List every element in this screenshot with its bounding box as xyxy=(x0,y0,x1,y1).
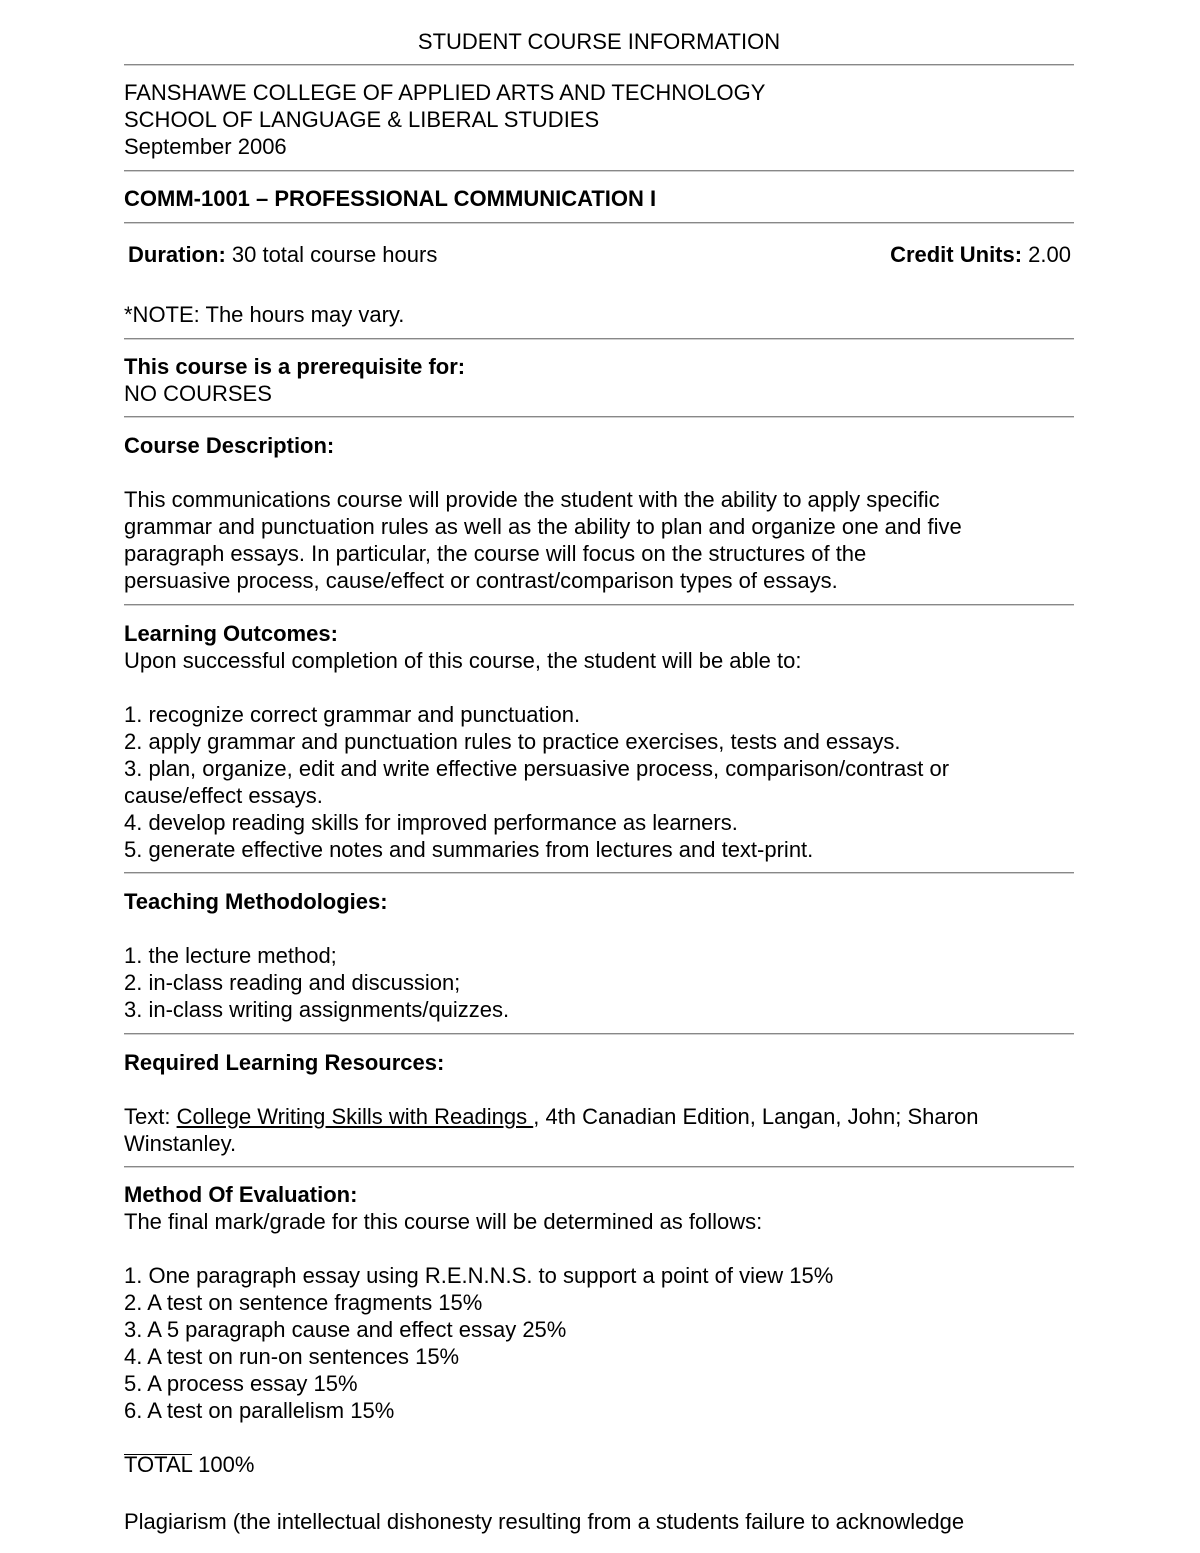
duration xyxy=(124,241,437,268)
school-name: SCHOOL OF LANGUAGE & LIBERAL STUDIES xyxy=(124,107,600,132)
list-item: 1. recognize correct grammar and punctuation. xyxy=(124,702,581,727)
prerequisite-section xyxy=(124,353,1074,407)
divider xyxy=(124,1033,1074,1035)
college-name: FANSHAWE COLLEGE OF APPLIED ARTS AND TECHNOLOGY xyxy=(124,80,766,105)
course-hours-row xyxy=(124,241,1074,268)
list-item: 5. A process essay 15% xyxy=(124,1371,358,1396)
learning-resources-section xyxy=(124,1049,1074,1157)
list-item: 3. in-class writing assignments/quizzes. xyxy=(124,997,510,1022)
prerequisite-value: NO COURSES xyxy=(124,381,272,406)
list-item: 4. A test on run-on sentences 15% xyxy=(124,1344,460,1369)
plagiarism-line: Plagiarism (the intellectual dishonesty resulting from a students failure to acknowledge xyxy=(124,1509,965,1534)
list-item: 2. apply grammar and punctuation rules to practice exercises, tests and essays. xyxy=(124,729,901,754)
page-title: STUDENT COURSE INFORMATION xyxy=(417,29,781,54)
hours-note: *NOTE: The hours may vary. xyxy=(124,302,405,327)
divider xyxy=(124,64,1074,66)
list-item: 4. develop reading skills for improved performance as learners. xyxy=(124,810,738,835)
textbook-line xyxy=(124,1103,1074,1130)
learning-resources-heading: Required Learning Resources: xyxy=(124,1050,445,1075)
learning-outcomes-section xyxy=(124,620,1074,863)
textbook-details-cont: Winstanley. xyxy=(124,1131,237,1156)
credit-units-label: Credit Units: xyxy=(890,242,1023,267)
divider xyxy=(124,222,1074,224)
teaching-methodologies-heading: Teaching Methodologies: xyxy=(124,889,388,914)
list-item: 1. the lecture method; xyxy=(124,943,337,968)
list-item: 5. generate effective notes and summaries from lectures and text-print. xyxy=(124,837,814,862)
list-item: 6. A test on parallelism 15% xyxy=(124,1398,395,1423)
description-line: This communications course will provide the student with the ability to apply specific xyxy=(124,487,940,512)
textbook-title: College Writing Skills with Readings xyxy=(176,1104,534,1129)
document-date: September 2006 xyxy=(124,134,287,159)
course-description-heading: Course Description: xyxy=(124,433,335,458)
evaluation-section xyxy=(124,1181,1074,1478)
description-line: paragraph essays. In particular, the course will focus on the structures of the xyxy=(124,541,867,566)
divider xyxy=(124,170,1074,172)
credit-units-value: 2.00 xyxy=(1022,242,1071,267)
teaching-methodologies-section xyxy=(124,888,1074,1023)
divider xyxy=(124,604,1074,606)
duration-value: 30 total course hours xyxy=(225,242,438,267)
list-item: 3. plan, organize, edit and write effective persuasive process, comparison/contrast or xyxy=(124,756,950,781)
list-item: 2. in-class reading and discussion; xyxy=(124,970,461,995)
list-item: 1. One paragraph essay using R.E.N.N.S. to support a point of view 15% xyxy=(124,1263,834,1288)
textbook-details: , 4th Canadian Edition, Langan, John; Sharon xyxy=(533,1104,979,1129)
description-line: grammar and punctuation rules as well as the ability to plan and organize one and five xyxy=(124,514,962,539)
divider xyxy=(124,338,1074,340)
learning-outcomes-intro: Upon successful completion of this course, the student will be able to: xyxy=(124,648,802,673)
duration-label: Duration: xyxy=(128,242,226,267)
college-header xyxy=(124,79,1074,160)
list-item: 2. A test on sentence fragments 15% xyxy=(124,1290,483,1315)
list-item: cause/effect essays. xyxy=(124,783,323,808)
prerequisite-heading: This course is a prerequisite for: xyxy=(124,354,466,379)
divider xyxy=(124,416,1074,418)
course-description-section xyxy=(124,432,1074,594)
evaluation-heading: Method Of Evaluation: xyxy=(124,1182,358,1207)
plagiarism-paragraph xyxy=(124,1508,1074,1535)
divider xyxy=(124,1166,1074,1168)
text-label: Text: xyxy=(124,1104,177,1129)
evaluation-total: TOTAL 100% xyxy=(124,1452,255,1477)
evaluation-intro: The final mark/grade for this course will be determined as follows: xyxy=(124,1209,763,1234)
credit-units xyxy=(890,241,1074,268)
list-item: 3. A 5 paragraph cause and effect essay 25% xyxy=(124,1317,567,1342)
course-title: COMM-1001 – PROFESSIONAL COMMUNICATION I xyxy=(124,186,657,211)
learning-outcomes-heading: Learning Outcomes: xyxy=(124,621,338,646)
divider xyxy=(124,872,1074,874)
description-line: persuasive process, cause/effect or contrast/comparison types of essays. xyxy=(124,568,838,593)
